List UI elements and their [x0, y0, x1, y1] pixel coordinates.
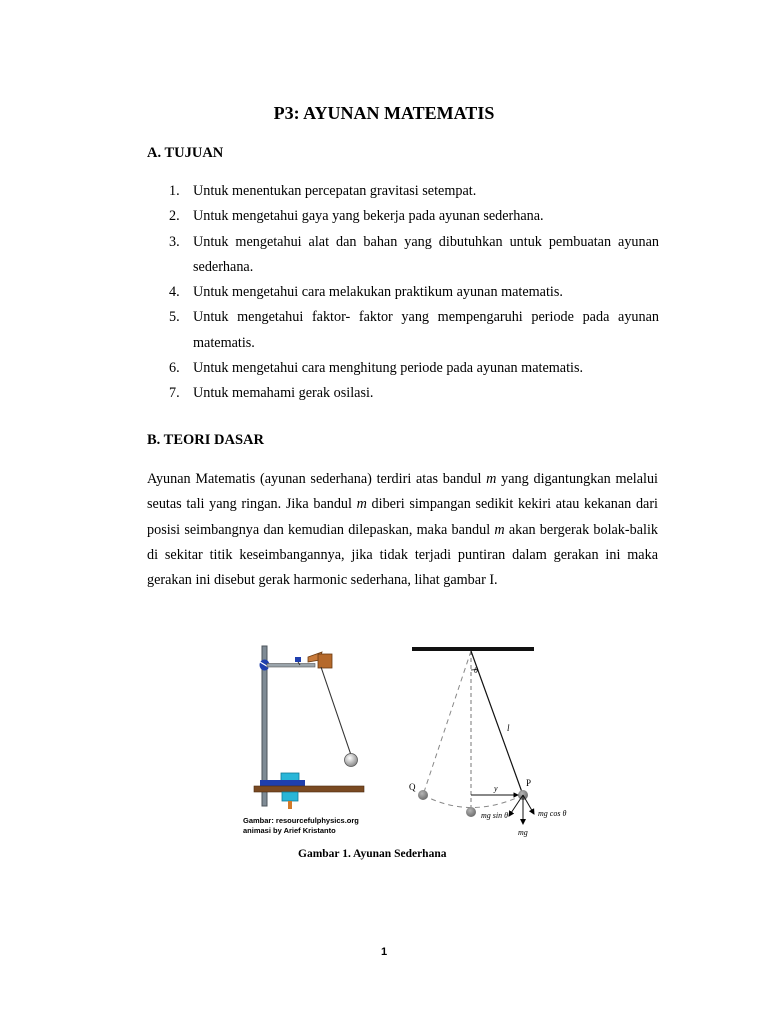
list-item	[169, 356, 659, 381]
list-number: 3.	[169, 233, 180, 250]
list-text: Untuk menentukan percepatan gravitasi setempat.	[193, 183, 477, 199]
bob-q	[418, 790, 428, 800]
list-number: 2.	[169, 208, 180, 225]
mass-symbol: m	[356, 496, 367, 513]
clamp-screw	[295, 657, 301, 662]
list-item	[169, 230, 659, 281]
list-number: 4.	[169, 284, 180, 301]
list-text: Untuk mengetahui cara menghitung periode pada ayunan matematis.	[193, 360, 584, 377]
theory-paragraph	[147, 467, 658, 593]
figure-credit-line2: animasi by Arief Kristanto	[243, 826, 336, 835]
list-text: Untuk memahami gerak osilasi.	[193, 385, 374, 402]
clamp-arm	[267, 664, 315, 668]
mg-sin-label: mg sin θ	[481, 811, 509, 820]
tangential-force-arrow	[509, 795, 523, 816]
list-item	[169, 204, 659, 229]
list-text: Untuk mengetahui alat dan bahan yang dibutuhkan untuk pembuatan ayunan sederhana.	[193, 233, 659, 275]
list-number: 7.	[169, 385, 180, 402]
section-heading-teori-dasar: B. TEORI DASAR	[147, 432, 264, 448]
list-number: 6.	[169, 360, 180, 377]
bench-plank	[254, 786, 364, 792]
bob-center	[466, 807, 476, 817]
list-text: Untuk mengetahui cara melakukan praktikum ayunan matematis.	[193, 284, 563, 301]
cork-block	[318, 654, 332, 668]
goal-list	[169, 179, 659, 407]
list-text: Untuk mengetahui faktor- faktor yang mempengaruhi periode pada ayunan matematis.	[193, 309, 659, 351]
theta-label: θ	[474, 666, 478, 675]
stand-base	[260, 780, 305, 786]
displacement-label: y	[494, 784, 498, 793]
point-p-label: P	[526, 778, 532, 788]
mass-symbol: m	[494, 521, 505, 538]
length-label: l	[507, 723, 510, 733]
pendulum-force-diagram	[409, 647, 566, 837]
list-text: Untuk mengetahui gaya yang bekerja pada ayunan sederhana.	[193, 208, 544, 225]
point-q-label: Q	[409, 782, 416, 792]
pendulum-string	[321, 667, 351, 755]
figure-credit-line1: Gambar: resourcefulphysics.org	[243, 816, 359, 825]
figure-area	[238, 640, 578, 840]
swing-arc	[423, 795, 523, 808]
section-heading-tujuan: A. TUJUAN	[147, 145, 224, 161]
string-line	[471, 651, 523, 795]
list-item	[169, 305, 659, 356]
list-number: 1.	[169, 183, 180, 199]
page-title: P3: AYUNAN MATEMATIS	[273, 103, 495, 123]
paragraph-text: diberi simpangan sedikit kekiri atau kekanan dari posisi seimbangnya dan kemudian dilepaskan, maka bandul	[147, 496, 658, 538]
page-number: 1	[380, 946, 388, 958]
figure-caption: Gambar 1. Ayunan Sederhana	[298, 848, 447, 860]
figure-svg	[238, 640, 578, 840]
paragraph-text: yang digantungkan melalui seutas tali yang ringan. Jika bandul	[147, 471, 658, 513]
list-item	[169, 280, 659, 305]
ceiling-bar	[412, 647, 534, 651]
pendulum-bob	[345, 754, 358, 767]
list-item	[169, 179, 659, 204]
radial-force-arrow	[523, 795, 534, 814]
mg-label: mg	[518, 828, 528, 837]
list-item	[169, 381, 659, 406]
paragraph-text: akan bergerak bolak-balik di sekitar titik keseimbangannya, jika tidak terjadi puntiran dalam gerakan ini maka gerakan ini disebut gerak harmonic sederhana, lihat gambar I.	[147, 521, 658, 589]
mg-cos-label: mg cos θ	[538, 809, 567, 818]
mass-symbol: m	[486, 471, 497, 487]
lab-stand-illustration	[243, 646, 364, 835]
list-number: 5.	[169, 309, 180, 326]
left-position-line	[423, 651, 471, 795]
paragraph-text: Ayunan Matematis (ayunan sederhana) terdiri atas bandul	[147, 471, 487, 487]
